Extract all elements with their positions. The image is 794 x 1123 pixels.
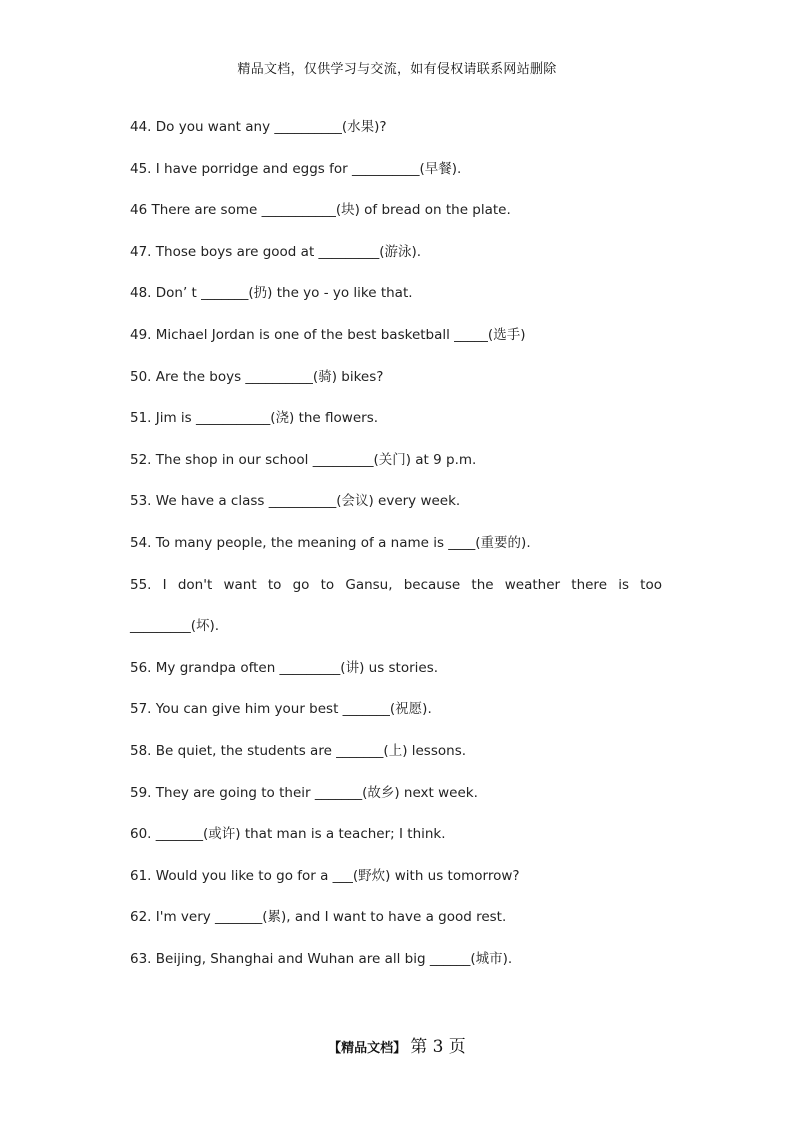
page-number: 第 3 页 [410, 1037, 466, 1057]
question-47: 47. Those boys are good at _________(游泳). [130, 243, 422, 260]
question-61: 61. Would you like to go for a ___(野炊) with us tomorrow? [130, 867, 520, 884]
question-48: 48. Don’ t _______(扔) the yo - yo like that. [130, 285, 413, 302]
question-44: 44. Do you want any __________(水果)? [130, 119, 387, 135]
question-62: 62. I'm very _______(累), and I want to have a good rest. [130, 909, 507, 926]
question-59: 59. They are going to their _______(故乡) next week. [130, 784, 478, 801]
question-51: 51. Jim is ___________(浇) the flowers. [130, 410, 379, 427]
question-list [130, 107, 662, 980]
question-56: 56. My grandpa often _________(讲) us stories. [130, 659, 439, 676]
page-footer [0, 1032, 794, 1057]
page-header: 精品文档，仅供学习与交流，如有侵权请联系网站删除 [237, 62, 557, 77]
question-52: 52. The shop in our school _________(关门) at 9 p.m. [130, 451, 477, 468]
question-45: 45. I have porridge and eggs for __________(早餐). [130, 160, 462, 177]
question-54: 54. To many people, the meaning of a name is ____(重要的). [130, 534, 531, 551]
question-50: 50. Are the boys __________(骑) bikes? [130, 368, 384, 385]
question-55: 55. I don't want to go to Gansu, because the weather there is too _________(坏). [130, 576, 662, 635]
question-63: 63. Beijing, Shanghai and Wuhan are all big ______(城市). [130, 950, 513, 967]
footer-tag: 【精品文档】 [328, 1041, 407, 1056]
question-49: 49. Michael Jordan is one of the best basketball _____(选手) [130, 326, 526, 343]
question-53: 53. We have a class __________(会议) every week. [130, 493, 461, 510]
question-57: 57. You can give him your best _______(祝愿). [130, 701, 432, 718]
question-58: 58. Be quiet, the students are _______(上) lessons. [130, 742, 467, 759]
question-60: 60. _______(或许) that man is a teacher; I think. [130, 826, 446, 843]
question-46: 46 There are some ___________(块) of bread on the plate. [130, 202, 511, 219]
